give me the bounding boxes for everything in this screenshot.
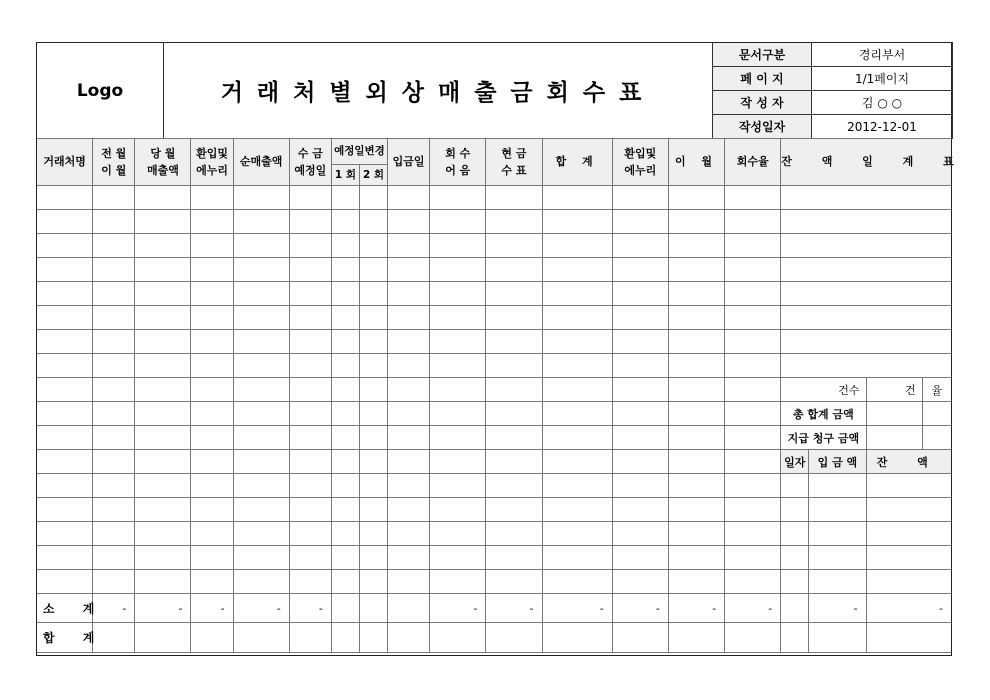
date-label: 일자 (781, 450, 809, 474)
subtotal-net: - (233, 594, 289, 623)
col-net-sales: 순매출액 (233, 139, 289, 186)
meta-label-page: 페 이 지 (713, 67, 812, 91)
subtotal-cash: - (486, 594, 542, 623)
col-due-change-1: 1 회 (331, 165, 359, 186)
table-row (37, 306, 952, 330)
table-row (37, 282, 952, 306)
table-row (37, 474, 952, 498)
col-cash: 현 금 수 표 (486, 139, 542, 186)
table-row (37, 570, 952, 594)
subtotal-due: - (289, 594, 331, 623)
table-row (37, 522, 952, 546)
col-returns-2: 환입및 에누리 (612, 139, 668, 186)
meta-label-author: 작 성 자 (713, 91, 812, 115)
page-title: 거래처별외상매출금회수표 (164, 43, 713, 139)
col-returns: 환입및 에누리 (191, 139, 233, 186)
total-row (37, 623, 952, 653)
deposit-amount-label: 입 금 액 (809, 450, 866, 474)
col-sum: 합 계 (542, 139, 612, 186)
subtotal-returns: - (191, 594, 233, 623)
subtotal-rate: - (725, 594, 781, 623)
table-row (37, 186, 952, 210)
meta-label-doc-type: 문서구분 (713, 43, 812, 67)
receivables-table (36, 138, 967, 653)
meta-value-date: 2012-12-01 (812, 115, 953, 139)
meta-value-author: 김 ○ ○ (812, 91, 953, 115)
col-balance-sheet: 잔 액 일 계 표 (781, 139, 952, 186)
col-deposit-date: 입금일 (388, 139, 430, 186)
subtotal-row (37, 594, 952, 623)
subtotal-bills: - (430, 594, 486, 623)
table-row (37, 498, 952, 522)
col-due-change: 예정일변경 (331, 139, 387, 165)
subtotal-label: 소 계 (37, 594, 93, 623)
table-row (37, 426, 952, 450)
count-label: 건수 (781, 378, 866, 402)
table-row (37, 330, 952, 354)
col-bills: 회 수 어 음 (430, 139, 486, 186)
balance-label: 잔 액 (866, 450, 952, 474)
table-row (37, 546, 952, 570)
col-client: 거래처명 (37, 139, 93, 186)
form-sheet (36, 42, 967, 653)
total-amount-label: 총 합계 금액 (781, 402, 866, 426)
col-due-date: 수 금 예정일 (289, 139, 331, 186)
meta-label-date: 작성일자 (713, 115, 812, 139)
meta-value-page: 1/1페이지 (812, 67, 953, 91)
subtotal-deposit: - (809, 594, 866, 623)
col-due-change-2: 2 회 (359, 165, 387, 186)
table-row (37, 378, 952, 402)
subtotal-prev: - (93, 594, 135, 623)
subtotal-balance: - (866, 594, 952, 623)
claim-amount-label: 지급 청구 금액 (781, 426, 866, 450)
col-carry: 이 월 (668, 139, 724, 186)
total-label: 합 계 (37, 623, 93, 653)
count-unit: 건 (866, 378, 922, 402)
table-row (37, 234, 952, 258)
table-row (37, 450, 952, 474)
rate-unit: 율 (922, 378, 951, 402)
table-row (37, 402, 952, 426)
table-row (37, 354, 952, 378)
meta-value-doc-type: 경리부서 (812, 43, 953, 67)
subtotal-sum: - (542, 594, 612, 623)
logo: Logo (37, 43, 164, 139)
subtotal-current: - (135, 594, 191, 623)
col-rate: 회수율 (725, 139, 781, 186)
table-row (37, 258, 952, 282)
col-current-sales: 당 월 매출액 (135, 139, 191, 186)
subtotal-returns-2: - (612, 594, 668, 623)
form-header (36, 42, 953, 139)
col-prev-month: 전 월 이 월 (93, 139, 135, 186)
table-row (37, 210, 952, 234)
subtotal-carry: - (668, 594, 724, 623)
